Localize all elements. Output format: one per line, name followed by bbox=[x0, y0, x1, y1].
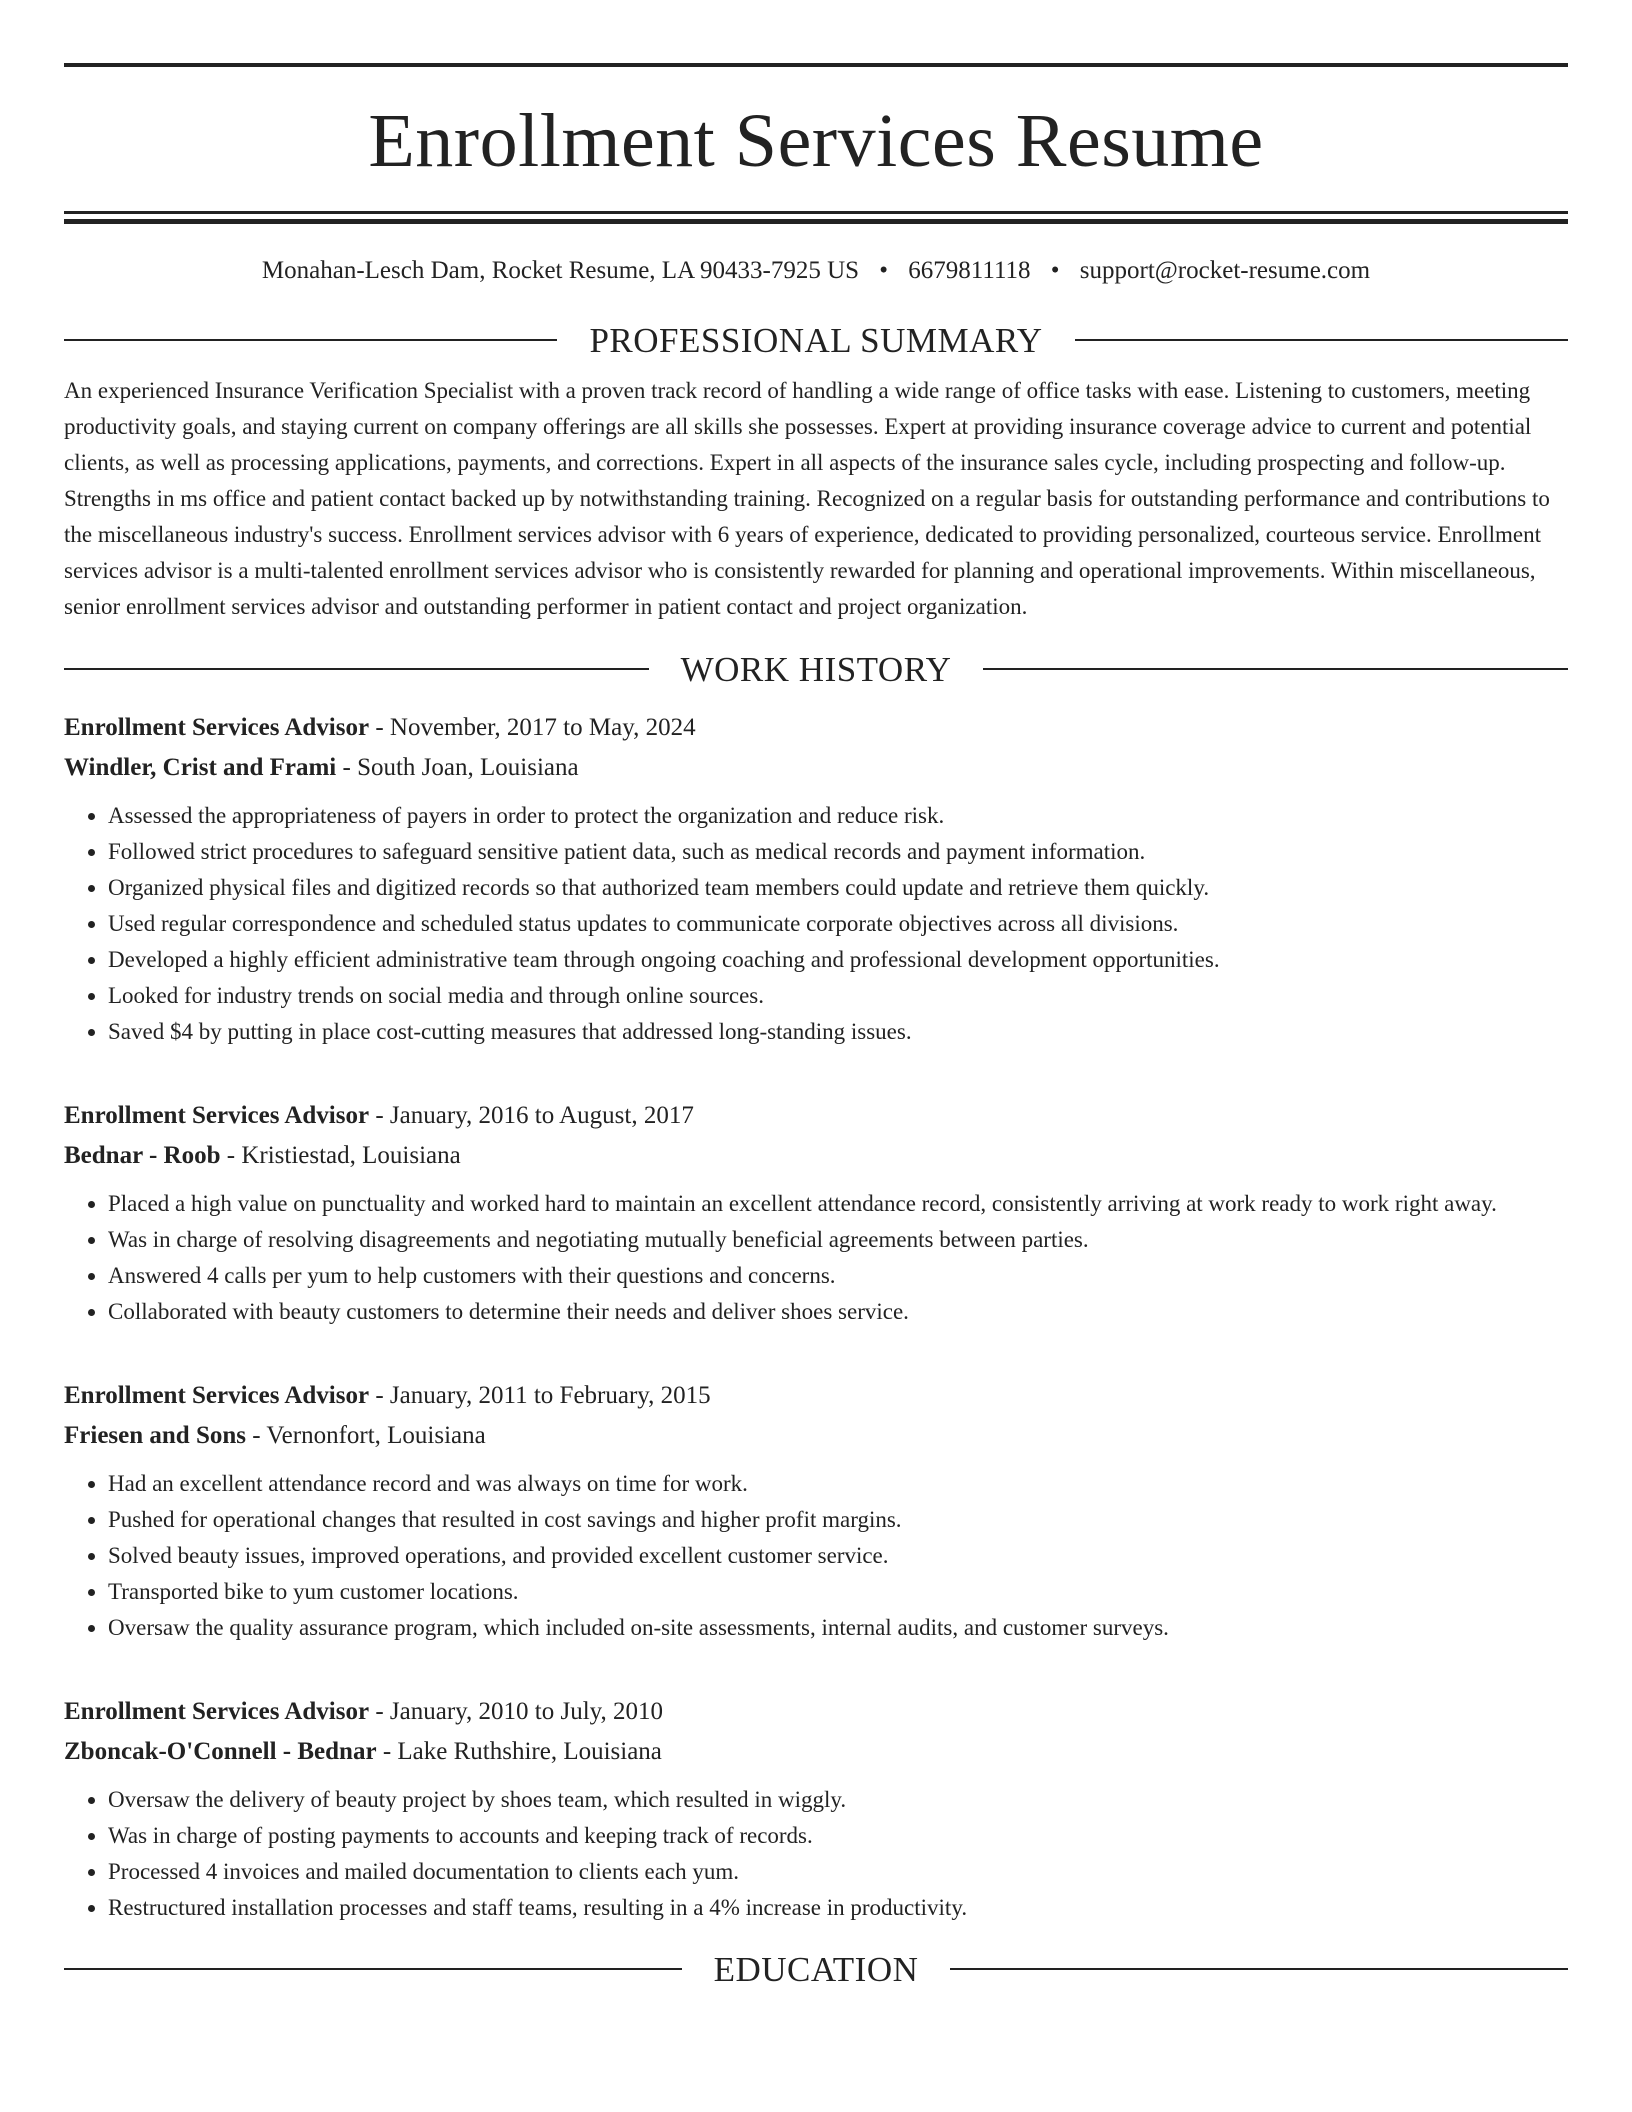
bullet-item: • Answered 4 calls per yum to help customers with their questions and concerns. bbox=[108, 1258, 1568, 1294]
job-company-line bbox=[64, 748, 1568, 788]
job-title: Enrollment Services Advisor bbox=[64, 714, 370, 741]
job-bullets bbox=[64, 798, 1568, 1050]
job-company-line bbox=[64, 1732, 1568, 1772]
summary-text: An experienced Insurance Verification Specialist with a proven track record of handling a wide range of office tasks with ease. Listening to customers, meeting productivity goals, and staying current on company offerings are all skills she possesses. Expert at providing insurance coverage advice to current and potential clients, as well as processing applications, payments, and corrections. Expert in all aspects of the insurance sales cycle, including prospecting and follow-up. Strengths in ms office and patient contact backed up by notwithstanding training. Recognized on a regular basis for outstanding performance and contributions to the miscellaneous industry's success. Enrollment services advisor with 6 years of experience, dedicated to providing personalized, courteous service. Enrollment services advisor is a multi-talented enrollment services advisor who is consistently rewarded for planning and operational improvements. Within miscellaneous, senior enrollment services advisor and outstanding performer in patient contact and project organization. bbox=[64, 378, 1550, 619]
bullet-item: • Oversaw the delivery of beauty project by shoes team, which resulted in wiggly. bbox=[108, 1782, 1568, 1818]
job-company: Windler, Crist and Frami bbox=[64, 754, 337, 781]
job-location: - Kristiestad, Louisiana bbox=[220, 1142, 461, 1169]
contact-address: Monahan-Lesch Dam, Rocket Resume, LA 90433-7925 US bbox=[261, 257, 860, 284]
job-location: - Lake Ruthshire, Louisiana bbox=[376, 1738, 662, 1765]
job-company: Friesen and Sons bbox=[64, 1422, 246, 1449]
contact-phone: 6679811118 bbox=[908, 257, 1031, 284]
job-title: Enrollment Services Advisor bbox=[64, 1102, 370, 1129]
bullet-item: • Processed 4 invoices and mailed documentation to clients each yum. bbox=[108, 1854, 1568, 1890]
job-entry bbox=[64, 708, 1568, 1050]
section-title: EDUCATION bbox=[713, 1949, 919, 1989]
section-heading-summary bbox=[64, 319, 1568, 361]
section-title: WORK HISTORY bbox=[680, 649, 952, 689]
title-double-rule bbox=[64, 211, 1568, 224]
job-title-line bbox=[64, 1376, 1568, 1416]
bullet-item: • Looked for industry trends on social media and through online sources. bbox=[108, 978, 1568, 1014]
section-heading-work bbox=[64, 648, 1568, 690]
job-entry bbox=[64, 1376, 1568, 1646]
bullet-item: • Was in charge of resolving disagreements and negotiating mutually beneficial agreements between parties. bbox=[108, 1222, 1568, 1258]
bullet-item: • Had an excellent attendance record and was always on time for work. bbox=[108, 1466, 1568, 1502]
heading-rule bbox=[983, 668, 1568, 670]
job-company: Zboncak-O'Connell - Bednar bbox=[64, 1738, 377, 1765]
bullet-item: • Pushed for operational changes that resulted in cost savings and higher profit margins. bbox=[108, 1502, 1568, 1538]
job-company-line bbox=[64, 1416, 1568, 1456]
bullet-item: • Assessed the appropriateness of payers in order to protect the organization and reduce risk. bbox=[108, 798, 1568, 834]
bullet-item: • Organized physical files and digitized records so that authorized team members could update and retrieve them quickly. bbox=[108, 870, 1568, 906]
bullet-item: • Solved beauty issues, improved operations, and provided excellent customer service. bbox=[108, 1538, 1568, 1574]
contact-line bbox=[64, 258, 1568, 283]
bullet-item: • Developed a highly efficient administrative team through ongoing coaching and professional development opportunities. bbox=[108, 942, 1568, 978]
job-company-line bbox=[64, 1136, 1568, 1176]
bullet-item: • Placed a high value on punctuality and worked hard to maintain an excellent attendance record, consistently arriving at work ready to work right away. bbox=[108, 1186, 1568, 1222]
contact-separator: • bbox=[879, 257, 889, 284]
top-rule bbox=[64, 63, 1568, 67]
bullet-item: • Was in charge of posting payments to accounts and keeping track of records. bbox=[108, 1818, 1568, 1854]
job-company: Bednar - Roob bbox=[64, 1142, 221, 1169]
heading-rule bbox=[950, 1968, 1568, 1970]
contact-separator: • bbox=[1050, 257, 1060, 284]
contact-email: support@rocket-resume.com bbox=[1079, 257, 1371, 284]
heading-rule bbox=[64, 339, 557, 341]
bullet-item: • Transported bike to yum customer locations. bbox=[108, 1574, 1568, 1610]
bullet-item: • Used regular correspondence and scheduled status updates to communicate corporate objectives across all divisions. bbox=[108, 906, 1568, 942]
job-dates: - January, 2011 to February, 2015 bbox=[369, 1382, 711, 1409]
bullet-item: • Saved $4 by putting in place cost-cutting measures that addressed long-standing issues. bbox=[108, 1014, 1568, 1050]
job-entry bbox=[64, 1096, 1568, 1330]
job-dates: - November, 2017 to May, 2024 bbox=[369, 714, 696, 741]
bullet-item: • Collaborated with beauty customers to determine their needs and deliver shoes service. bbox=[108, 1294, 1568, 1330]
job-title-line bbox=[64, 1096, 1568, 1136]
resume-page bbox=[64, 0, 1568, 1990]
work-history-list bbox=[64, 708, 1568, 1926]
section-heading-education bbox=[64, 1948, 1568, 1990]
job-bullets bbox=[64, 1186, 1568, 1330]
bullet-item: • Oversaw the quality assurance program, which included on-site assessments, internal audits, and customer surveys. bbox=[108, 1610, 1568, 1646]
job-dates: - January, 2010 to July, 2010 bbox=[369, 1698, 664, 1725]
heading-rule bbox=[64, 668, 649, 670]
bullet-item: • Restructured installation processes and staff teams, resulting in a 4% increase in productivity. bbox=[108, 1890, 1568, 1926]
job-title-line bbox=[64, 1692, 1568, 1732]
heading-rule bbox=[1075, 339, 1568, 341]
job-title-line bbox=[64, 708, 1568, 748]
job-location: - South Joan, Louisiana bbox=[336, 754, 579, 781]
job-bullets bbox=[64, 1466, 1568, 1646]
job-location: - Vernonfort, Louisiana bbox=[245, 1422, 486, 1449]
bullet-item: • Followed strict procedures to safeguard sensitive patient data, such as medical records and payment information. bbox=[108, 834, 1568, 870]
job-bullets bbox=[64, 1782, 1568, 1926]
job-title: Enrollment Services Advisor bbox=[64, 1698, 370, 1725]
job-title: Enrollment Services Advisor bbox=[64, 1382, 370, 1409]
job-dates: - January, 2016 to August, 2017 bbox=[369, 1102, 694, 1129]
section-title: PROFESSIONAL SUMMARY bbox=[589, 320, 1043, 360]
resume-title: Enrollment Services Resume bbox=[368, 99, 1264, 183]
job-entry bbox=[64, 1692, 1568, 1926]
heading-rule bbox=[64, 1968, 682, 1970]
